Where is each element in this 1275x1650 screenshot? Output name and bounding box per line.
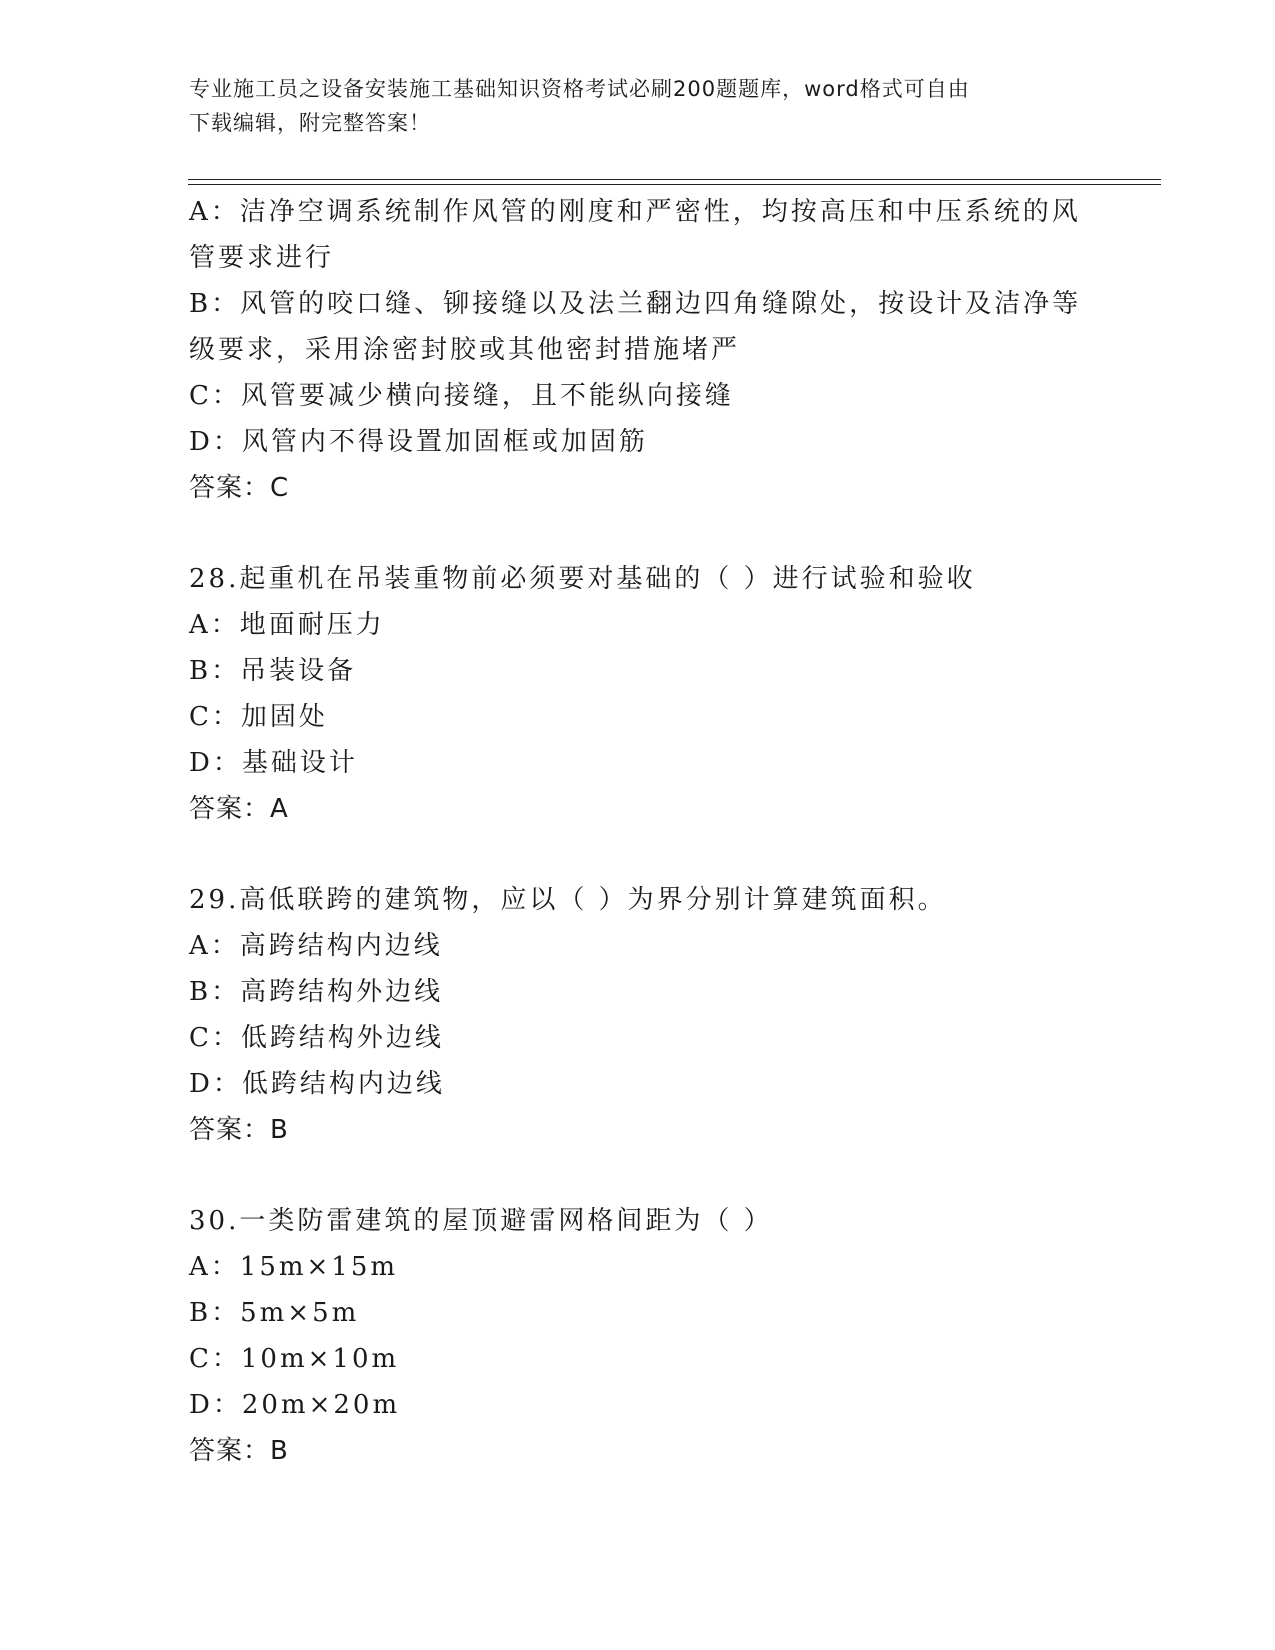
option-a-line-2: 管要求进行 [189,243,335,273]
header-line-2: 下载编辑，附完整答案！ [189,111,431,135]
option-b: B：高跨结构外边线 [189,977,444,1007]
question-block-29 [189,877,1089,1153]
option-d: D：低跨结构内边线 [189,1069,445,1099]
header-line-1: 专业施工员之设备安装施工基础知识资格考试必刷200题题库，word格式可自由 [189,77,970,101]
question-block-30 [189,1198,1089,1474]
option-a: A：高跨结构内边线 [189,931,443,961]
spacer [189,511,1089,556]
answer-line: 答案：B [189,1115,289,1145]
question-block-28 [189,556,1089,832]
spacer [189,1153,1089,1198]
option-c: C：风管要减少横向接缝，且不能纵向接缝 [189,381,734,411]
option-d: D：风管内不得设置加固框或加固筋 [189,427,648,457]
option-d: D：20m×20m [189,1390,401,1420]
spacer [189,832,1089,877]
document-header [189,72,1089,140]
question-stem: 29.高低联跨的建筑物，应以（ ）为界分别计算建筑面积。 [189,885,947,915]
header-divider-top [188,179,1161,180]
answer-line: 答案：B [189,1436,289,1466]
answer-line: 答案：C [189,473,290,503]
question-stem: 30.一类防雷建筑的屋顶避雷网格间距为（ ） [189,1206,773,1236]
option-b: B：5m×5m [189,1298,360,1328]
question-block-prev [189,189,1089,511]
answer-line: 答案：A [189,794,289,824]
option-b-line-2: 级要求，采用涂密封胶或其他密封措施堵严 [189,335,741,365]
option-c: C：10m×10m [189,1344,400,1374]
option-c: C：加固处 [189,702,328,732]
question-content [189,189,1089,1474]
option-d: D：基础设计 [189,748,358,778]
option-a: A：地面耐压力 [189,610,385,640]
option-b-line-1: B：风管的咬口缝、铆接缝以及法兰翻边四角缝隙处，按设计及洁净等 [189,289,1082,319]
option-a: A：15m×15m [189,1252,399,1282]
question-stem: 28.起重机在吊装重物前必须要对基础的（ ）进行试验和验收 [189,564,976,594]
option-c: C：低跨结构外边线 [189,1023,444,1053]
header-divider-bottom [188,184,1161,185]
option-b: B：吊装设备 [189,656,357,686]
option-a-line-1: A：洁净空调系统制作风管的刚度和严密性，均按高压和中压系统的风 [189,197,1081,227]
